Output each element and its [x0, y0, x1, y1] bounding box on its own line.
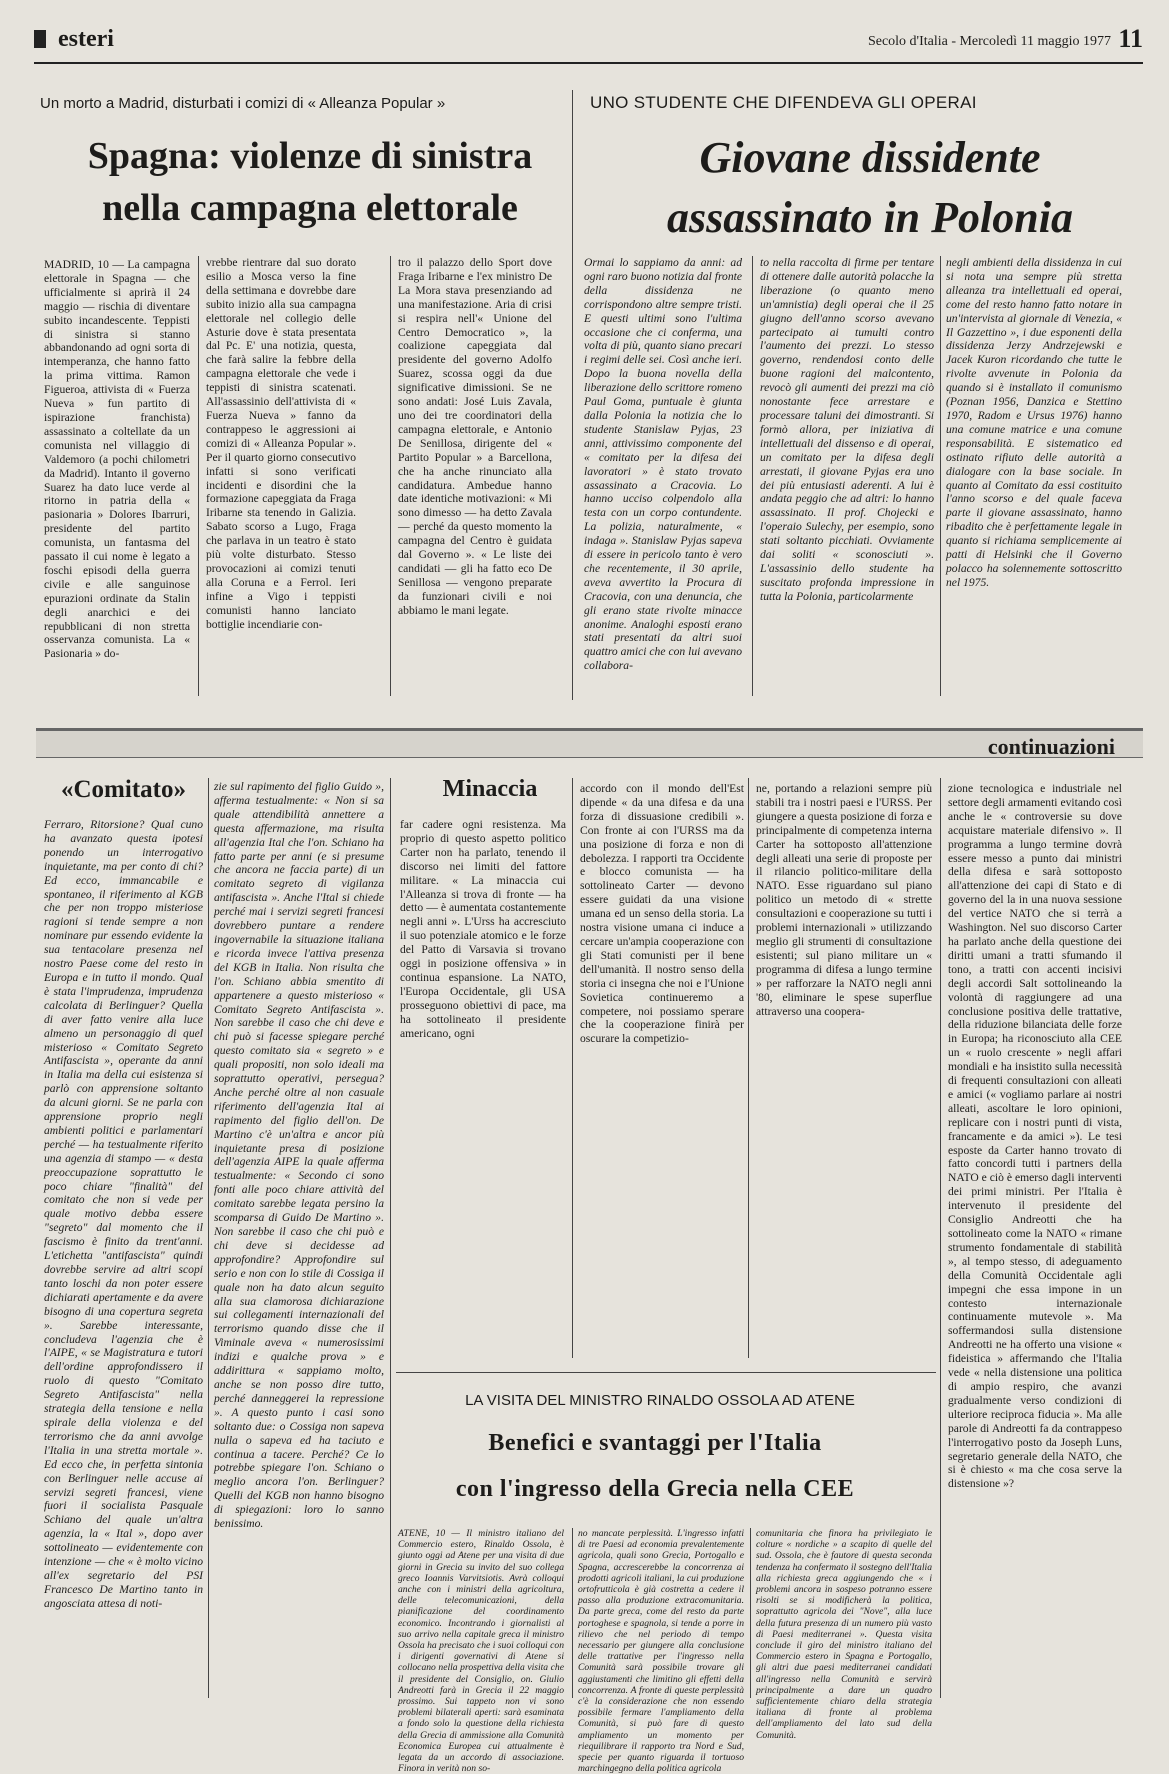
- spain-column-2: vrebbe rientrare dal suo dorato esilio a Mosca verso la fine della settimana e dovrebbe dare subito inizio alla sua campagna elettorale nel collegio delle Asturie dove è stata presentata dal Pc. E' una notizia, questa, che farà salire la febbre della campagna elettorale che vede i teppisti di sinistra scatenati. All'assassinio dell'attivista di « Fuerza Nueva » fanno da contrappeso le aggressioni ai comizi di « Alleanza Popular ». Per il quarto giorno consecutivo infatti si sono verificati incidenti e disordini che la formazione capeggiata da Fraga Iribarne sta tenendo in Galizia. Sabato scorso a Lugo, Fraga che parlava in un teatro è stato più volte disturbato. Stesso provocazioni ai comizi tenuti alla Coruna e a Ferrol. Ieri infine a Vigo i teppisti comunisti hanno lanciato bottiglie incendiarie con-: [206, 256, 356, 631]
- minaccia-title: Minaccia: [442, 776, 538, 802]
- column-rule: [940, 778, 941, 1698]
- article-divider: [572, 90, 573, 700]
- continuations-band: [36, 728, 1143, 758]
- poland-column-1: Ormai lo sappiamo da anni: ad ogni raro buono notizia dal fronte della dissidenza ne corrispondono altre sempre tristi. E questi ultimi sono l'ultima occasione che ci conferma, una volta di più, quanto siano precari i regimi delle sei. Così anche ieri. Dopo la buona novella della liberazione dello scrittore romeno Paul Goma, puntuale è giunta dalla Polonia la notizia che lo studente Stanislaw Pyjas, 23 anni, attivissimo componente del « comitato per la difesa dei lavoratori » è stato trovato assassinato a Cracovia. Lo hanno ucciso colpendolo alla testa con un corpo contundente. La polizia, naturalmente, « indaga ». Stanislaw Pyjas sapeva di essere in pericolo tanto è vero che recentemente, il 30 aprile, aveva avvertito la Procura di Cracovia, con una denuncia, che gli erano state rivolte minacce anonime. Analoghi esposti erano stati presentati da altri suoi quattro amici che con lui avevano collabora-: [584, 256, 742, 673]
- dateline: Secolo d'Italia - Mercoledì 11 maggio 1977: [867, 34, 1111, 49]
- minaccia-column-4: zione tecnologica e industriale nel settore degli armamenti evitando così anche le « controversie su dove acquistare materiale difensivo ». Il programma a lungo termine dovrà essere messo a punto dai ministri della difesa e sarà sottoposto all'attenzione dei capi di Stato e di governo del la in una nuova sessione del vertice NATO che si terrà a Washington. Nel suo discorso Carter ha parlato anche della questione dei diritti umani a tratti sfumando il tono, a tratti con accenti incisivi degli accordi Salt sottolineando la volontà di raggiungere ad una conclusione positiva delle trattative, della riduzione bilanciata delle forze in Europa; ha riconosciuto alla CEE un « ruolo crescente » negli affari mondiali e ha insistito sulla necessità di frequenti consultazioni con alleati e amici (« vogliamo parlare ai nostri alleati, ascoltare le loro opinioni, replicare con i nostri punti di vista, francamente e da amici »). Le tesi esposte da Carter hanno trovato di fatto concordi tutti i partners della NATO e ciò è emerso dagli interventi dei primi ministri. Per l'Italia è intervenuto il presidente del Consiglio Andreotti che ha sottolineato come la NATO « rimane strumento fondamentale di stabilità », al tempo stesso, di adeguamento della Comunità Occidentale agli impegni che essa impone in un contesto internazionale continuamente mutevole ». Ma soffermandosi sulla distensione Andreotti ne ha offerto una visione « fideistica » affermando che l'Italia vede « nella distensione una politica di ampio respiro, che avanzi gradualmente verso condizioni di ulteriore reciproca fiducia ». Ma alle parole di Andreotti fa da contrappeso l'interrogativo posto da Joseph Luns, segretario generale della NATO, che si è chiesto « ma che cosa serve la distensione »?: [948, 782, 1122, 1491]
- column-rule: [750, 1528, 751, 1698]
- minaccia-column-3: ne, portando a relazioni sempre più stabili tra i nostri paesi e l'URSS. Per giungere a questa posizione di forza e principalmente di competenza interna Carter ha sottoposto all'attenzione degli alleati una serie di proposte per il rilancio politico-militare della NATO. Esse riguardano sul piano politico un metodo di « strette consultazioni e cooperazione su tutti i problemi internazionali » utilizzando meglio gli strumenti di consultazione esistenti; sul piano militare un « programma di difesa a lungo termine » per rafforzare la NATO negli anni '80, eliminare le spese superflue attraverso una coopera-: [756, 782, 932, 1018]
- column-rule: [390, 256, 391, 696]
- ossola-column-3: comunitaria che finora ha privilegiato le colture « nordiche » a scapito di quelle del sud. Ossola, che è fautore di questa seconda tendenza ha confermato il sostegno dell'Italia alla richiesta greca aggiungendo che « i problemi ancora in sospeso potranno essere risolti se si modificherà la politica, soprattutto agricola dei "Nove", alla luce della futura presenza di un numero più vasto di Paesi mediterranei ». Questa visita conclude il giro del ministro italiano del Commercio estero in Spagna e Portogallo, gli altri due paesi mediterranei candidati all'ingresso nella Comunità e servirà principalmente a dare un quadro sufficientemente chiaro della strategia italiana di fronte al problema dell'ampliamento del lato sud della Comunità.: [756, 1528, 932, 1741]
- poland-headline-line2: assassinato in Polonia: [667, 193, 1073, 242]
- spain-headline-line2: nella campagna elettorale: [102, 187, 518, 229]
- continuations-label: continuazioni: [987, 734, 1115, 759]
- minaccia-column-1: far cadere ogni resistenza. Ma proprio di questo aspetto politico Carter non ha parlato, tenendo il discorso nei limiti del fattore militare. « La minaccia cui l'Alleanza si trova di fronte — ha detto — è aumentata costantemente negli anni ». L'Urss ha accresciuto il suo potenziale atomico e le forze del Patto di Varsavia si trovano oggi in posizione offensiva » in continua espansione. La NATO, l'Europa Occidentale, gli USA prosseguono obiettivi di pace, ma ha sottolineato il presidente americano, ogni: [400, 818, 566, 1040]
- spain-column-1: MADRID, 10 — La campagna elettorale in Spagna — che ufficialmente si aprirà il 24 maggio — rischia di diventare subito incandescente. Teppisti di sinistra si stanno abbandonando ad ogni sorta di intemperanza, che hanno fatto la prima vittima. Ramon Figueroa, attivista di « Fuerza Nueva » fun partito di ispirazione franchista) assassinato a coltellate da un comunista nel villaggio di Valdemoro (a pochi chilometri da Madrid). Intanto il governo Suarez ha dato luce verde al ritorno in patria della « pasionaria » Dolores Ibarruri, presidente del partito comunista, un fantasma del passato il cui nome è legato a foschi episodi della guerra civile e alle sanguinose epurazioni ordinate da Stalin degli anarchici e dei repubblicani di non stretta osservanza comunista. La « Pasionaria » do-: [44, 258, 190, 661]
- spain-headline-line1: Spagna: violenze di sinistra: [87, 135, 533, 177]
- ossola-column-2: no mancate perplessità. L'ingresso infatti di tre Paesi ad economia prevalentemente agricola, quali sono Grecia, Portogallo e Spagna, accrescerebbe la concorrenza ai prodotti agricoli italiani, la cui produzione ortofrutticola è già costretta a cedere il passo alla produzione extracomunitaria. Da parte greca, come del resto da parte portoghese e spagnola, si tende a porre in rilievo che nel periodo di tempo necessario per giungere alla conclusione delle trattative per l'ingresso nella Comunità sarà possibile trovare gli aggiustamenti che limitino gli effetti della concorrenza. A fronte di queste perplessità c'è la considerazione che non essendo possibile fermare l'ampliamento della Comunità, si può fare di questo ampliamento un momento per riequilibrare il rapporto tra Nord e Sud, specie per quanto riguarda il tortuoso marchingegno della politica agricola: [578, 1528, 744, 1774]
- ossola-column-1: ATENE, 10 — Il ministro italiano del Commercio estero, Rinaldo Ossola, è giunto oggi ad Atene per una visita di due giorni in Grecia su invito del suo collega greco Ioannis Varvitsiotis. Avrà colloqui anche con i ministri della agricoltura, delle telecomunicazioni, della pianificazione del coordinamento economico. Incontrando i giornalisti al suo arrivo nella capitale greca il ministro Ossola ha precisato che i suoi colloqui con i dirigenti governativi di Atene si collocano nella prospettiva della visita che il presidente del Consiglio, on. Giulio Andreotti farà in Grecia il 22 maggio prossimo. Sui tappeto non vi sono problemi bilaterali aperti: sarà esaminata a fondo solo la questione della richiesta della Grecia di ammissione alla Comunità Economica Europea cui attualmente è legata da un accordo di associazione. Finora in verità non so-: [398, 1528, 564, 1774]
- minaccia-column-2: accordo con il mondo dell'Est dipende « da una difesa e da una forza di dissuasione credibili ». Con fronte ai con l'URSS ma da una posizione di forza e non di debolezza. I rapporti tra Occidente e blocco comunista — ha sottolineato Carter — devono essere guidati da una visione umana ed un senso della storia. La nostra visione umana ci induce a cercare un'ampia cooperazione con gli Stati comunisti per il bene dell'umanità. Il nostro senso della storia ci insegna che noi e l'Unione Sovietica continueremo a competere, noi possiamo sperare che la cooperazione finirà per oscurare la competizio-: [580, 782, 744, 1046]
- comitato-title: «Comitato»: [61, 776, 186, 803]
- column-rule: [572, 778, 573, 1358]
- ossola-kicker: LA VISITA DEL MINISTRO RINALDO OSSOLA AD ATENE: [465, 1392, 855, 1409]
- spain-column-3: tro il palazzo dello Sport dove Fraga Iribarne e l'ex ministro De La Mora stava presenziando ad una manifestazione. Aria di crisi si respira nell'« Unione del Centro Democratico », la coalizione capeggiata dal presidente del governo Adolfo Suarez, scossa oggi da due significative dimissioni. Se ne sono andati: José Luis Zavala, uno dei tre coordinatori della campagna elettorale, e Antonio De Senillosa, dirigente del « Partito Popular » a Barcellona, che ha anche rinunciato alla candidatura. Ambedue hanno date identiche motivazioni: « Mi sono dimesso — ha detto Zavala — perché da questo momento la campagna del Centro è guidata dal Governo ». « Le liste dei candidati — gli ha fatto eco De Senillosa — vengono preparate da funzionari civili e noi abbiamo le mani legate.: [398, 256, 552, 617]
- section-rule: [396, 1372, 936, 1373]
- poland-kicker: UNO STUDENTE CHE DIFENDEVA GLI OPERAI: [590, 93, 977, 112]
- comitato-column-1: Ferraro, Ritorsione? Qual cuno ha avanzato questa ipotesi ponendo un interrogativo inquietante, ma per conto di chi? Ed ecco, immancabile e spontaneo, il riferimento al KGB che per non troppo misteriose ragioni si tende sempre a non nominare pur essendo evidente la sua tentacolare presenza nel nostro Paese come del resto in Europa e in tutto il mondo. Qual è stata l'imprudenza, imprudenza calcolata di Berlinguer? Quella di aver fatto venire alla luce almeno un personaggio di quel misterioso « Comitato Segreto Antifascista », operante da anni in Italia ma della cui esistenza si parlò con apprensione soltanto da alcuni giorni. Se ne parla con apprensione proprio negli ambienti politici e parlamentari perché — ha testualmente riferito una agenzia di stampo — « desta preoccupazione soprattutto le poco chiare "finalità" del comitato che non si vede per quale motivo debba essere "segreto" dal momento che il fascismo è finito da trent'anni. L'etichetta "antifascista" quindi dovrebbe servire ad altri scopi tanto loschi da non poter essere dichiarati apertamente e da avere bisogno di una copertura segreta ». Sarebbe interessante, concludeva l'agenzia che è l'AIPE, « se Magistratura e tutori dell'ordine approfondissero il ruolo di questo "Comitato Segreto Antifascista" nella strategia della tensione e nella spirale della violenza e del terrorismo che da anni avvolge l'Italia in una stretta mortale ». Ed ecco che, in perfetta sintonia con Berlinguer nelle accuse ai servizi segreti francesi, viene fuori il socialista Pasquale Schiano del quale un'altra agenzia, la « Ital », dopo aver sottolineato — evidentemente con intenzione — che « è molto vicino all'ex segretario del PSI Francesco De Martino tanto in angosciata attesa di noti-: [44, 818, 203, 1610]
- spain-kicker: Un morto a Madrid, disturbati i comizi di « Alleanza Popular »: [40, 95, 446, 112]
- column-rule: [198, 256, 199, 696]
- ossola-headline-line1: Benefici e svantaggi per l'Italia: [488, 1430, 822, 1456]
- poland-column-3: negli ambienti della dissidenza in cui si nota una sempre più stretta alleanza tra intellettuali ed operai, come del resto hanno fatto notare in un'intervista al giornale di Venezia, « Il Gazzettino », i due esponenti della dissidenza Jerzy Andrzejewski e Jacek Kuron ricordando che tutte le rivolte avvenute in Polonia da quando si è installato il comunismo (Poznan 1956, Danzica e Stettino 1970, Radom e Ursus 1976) hanno una comune matrice e una comune responsabilità. E sistematico ed ostinato rifiuto delle autorità a dialogare con la base sociale. In quanto al Comitato da essi costituito l'anno scorso e del quale faceva parte il giovane assassinato, hanno ribadito che è perfettamente legale in quanto si richiama semplicemente ai patti di Helsinki che il Governo polacco ha solennemente sottoscritto nel 1975.: [946, 256, 1122, 589]
- column-rule: [940, 256, 941, 696]
- spain-headline: [30, 130, 590, 234]
- poland-headline-line1: Giovane dissidente: [699, 133, 1041, 182]
- column-rule: [748, 778, 749, 1358]
- ossola-headline-line2: con l'ingresso della Grecia nella CEE: [455, 1476, 855, 1502]
- page-number: 11: [1118, 24, 1143, 53]
- column-rule: [752, 256, 753, 696]
- ossola-headline: [390, 1420, 920, 1512]
- page-folio: [34, 20, 1143, 64]
- comitato-column-2: zie sul rapimento del figlio Guido », afferma testualmente: « Non si sa quale attendibilità annettere a questa affermazione, ma risulta all'agenzia Ital che l'on. Schiano ha fatto parte per anni (e si presume che ancora ne faccia parte) di un comitato segreto di vigilanza antifascista ». Anche l'Ital si chiede perché mai i servizi segreti francesi dovrebbero puntare a rendere ingovernabile la situazione italiana e ricorda invece l'attiva presenza del KGB in Italia. Non risulta che l'on. Schiano abbia smentito di appartenere a questo misterioso « Comitato Segreto Antifascista ». Non sarebbe il caso che chi deve e chi può si facesse spiegare perché questo comitato sia « segreto » e quali propositi, non solo ideali ma soprattutto operativi, persegua? Anche perché oltre al non casuale riferimento dell'agenzia Ital ai rapimento del figlio dell'on. De Martino c'è un'altra e ancor più inquietante presa di posizione dell'agenzia AIPE la quale afferma testualmente: « Secondo ci sono fonti alle poco chiare attività del comitato sarebbe legata persino la scomparsa di Guido De Martino ». Non sarebbe il caso che chi può e chi deve si decidesse ad approfondire? Approfondire sul serio e non con lo stile di Cossiga il quale non ha dato alcun seguito alla sua clamorosa dichiarazione sui collegamenti internazionali del terrorismo quando disse che il Viminale aveva « numerosissimi indizi e qualche prova » e addirittura « sappiamo molto, anche se non posso dire tutto, perché danneggerei la repressione ». A questo punto i casi sono soltanto due: o Cossiga non sapeva nulla o sapeva ed ha taciuto e continua a tacere. Perché? Ce lo potrebbe spiegare l'on. Schiano o meglio ancora l'on. Berlinguer? Quelli del KGB non hanno bisogno di spiegazioni: loro lo sanno benissimo.: [214, 780, 384, 1531]
- poland-column-2: to nella raccolta di firme per tentare di ottenere dalle autorità polacche la liberazione (o quanto meno un'amnistia) degli operai che il 25 giugno dell'anno scorso avevano partecipato ai tumulti contro l'aumento dei prezzi. Lo stesso governo, rendendosi conto delle buone ragioni del malcontento, revocò gli aumenti dei prezzi ma ciò nonostante fece arrestare e processare taluni dei dimostranti. Si formò allora, per iniziativa di intellettuali del dissenso e di operai, un comitato per la difesa degli arrestati, il giovane Pyjas era uno dei più entusiasti aderenti. A lui è andata peggio che ad altri: lo hanno assassinato. Il prof. Chojecki e l'operaio Sulechy, per esempio, sono stati soltanto picchiati. Ovviamente dai soliti « sconosciuti ». L'assassinio dello studente ha suscitato profonda impressione in tutta la Polonia, particolarmente: [760, 256, 934, 603]
- poland-headline: [590, 128, 1150, 248]
- column-rule: [572, 1528, 573, 1698]
- section-name: esteri: [34, 26, 114, 53]
- column-rule: [390, 778, 391, 1698]
- column-rule: [208, 778, 209, 1698]
